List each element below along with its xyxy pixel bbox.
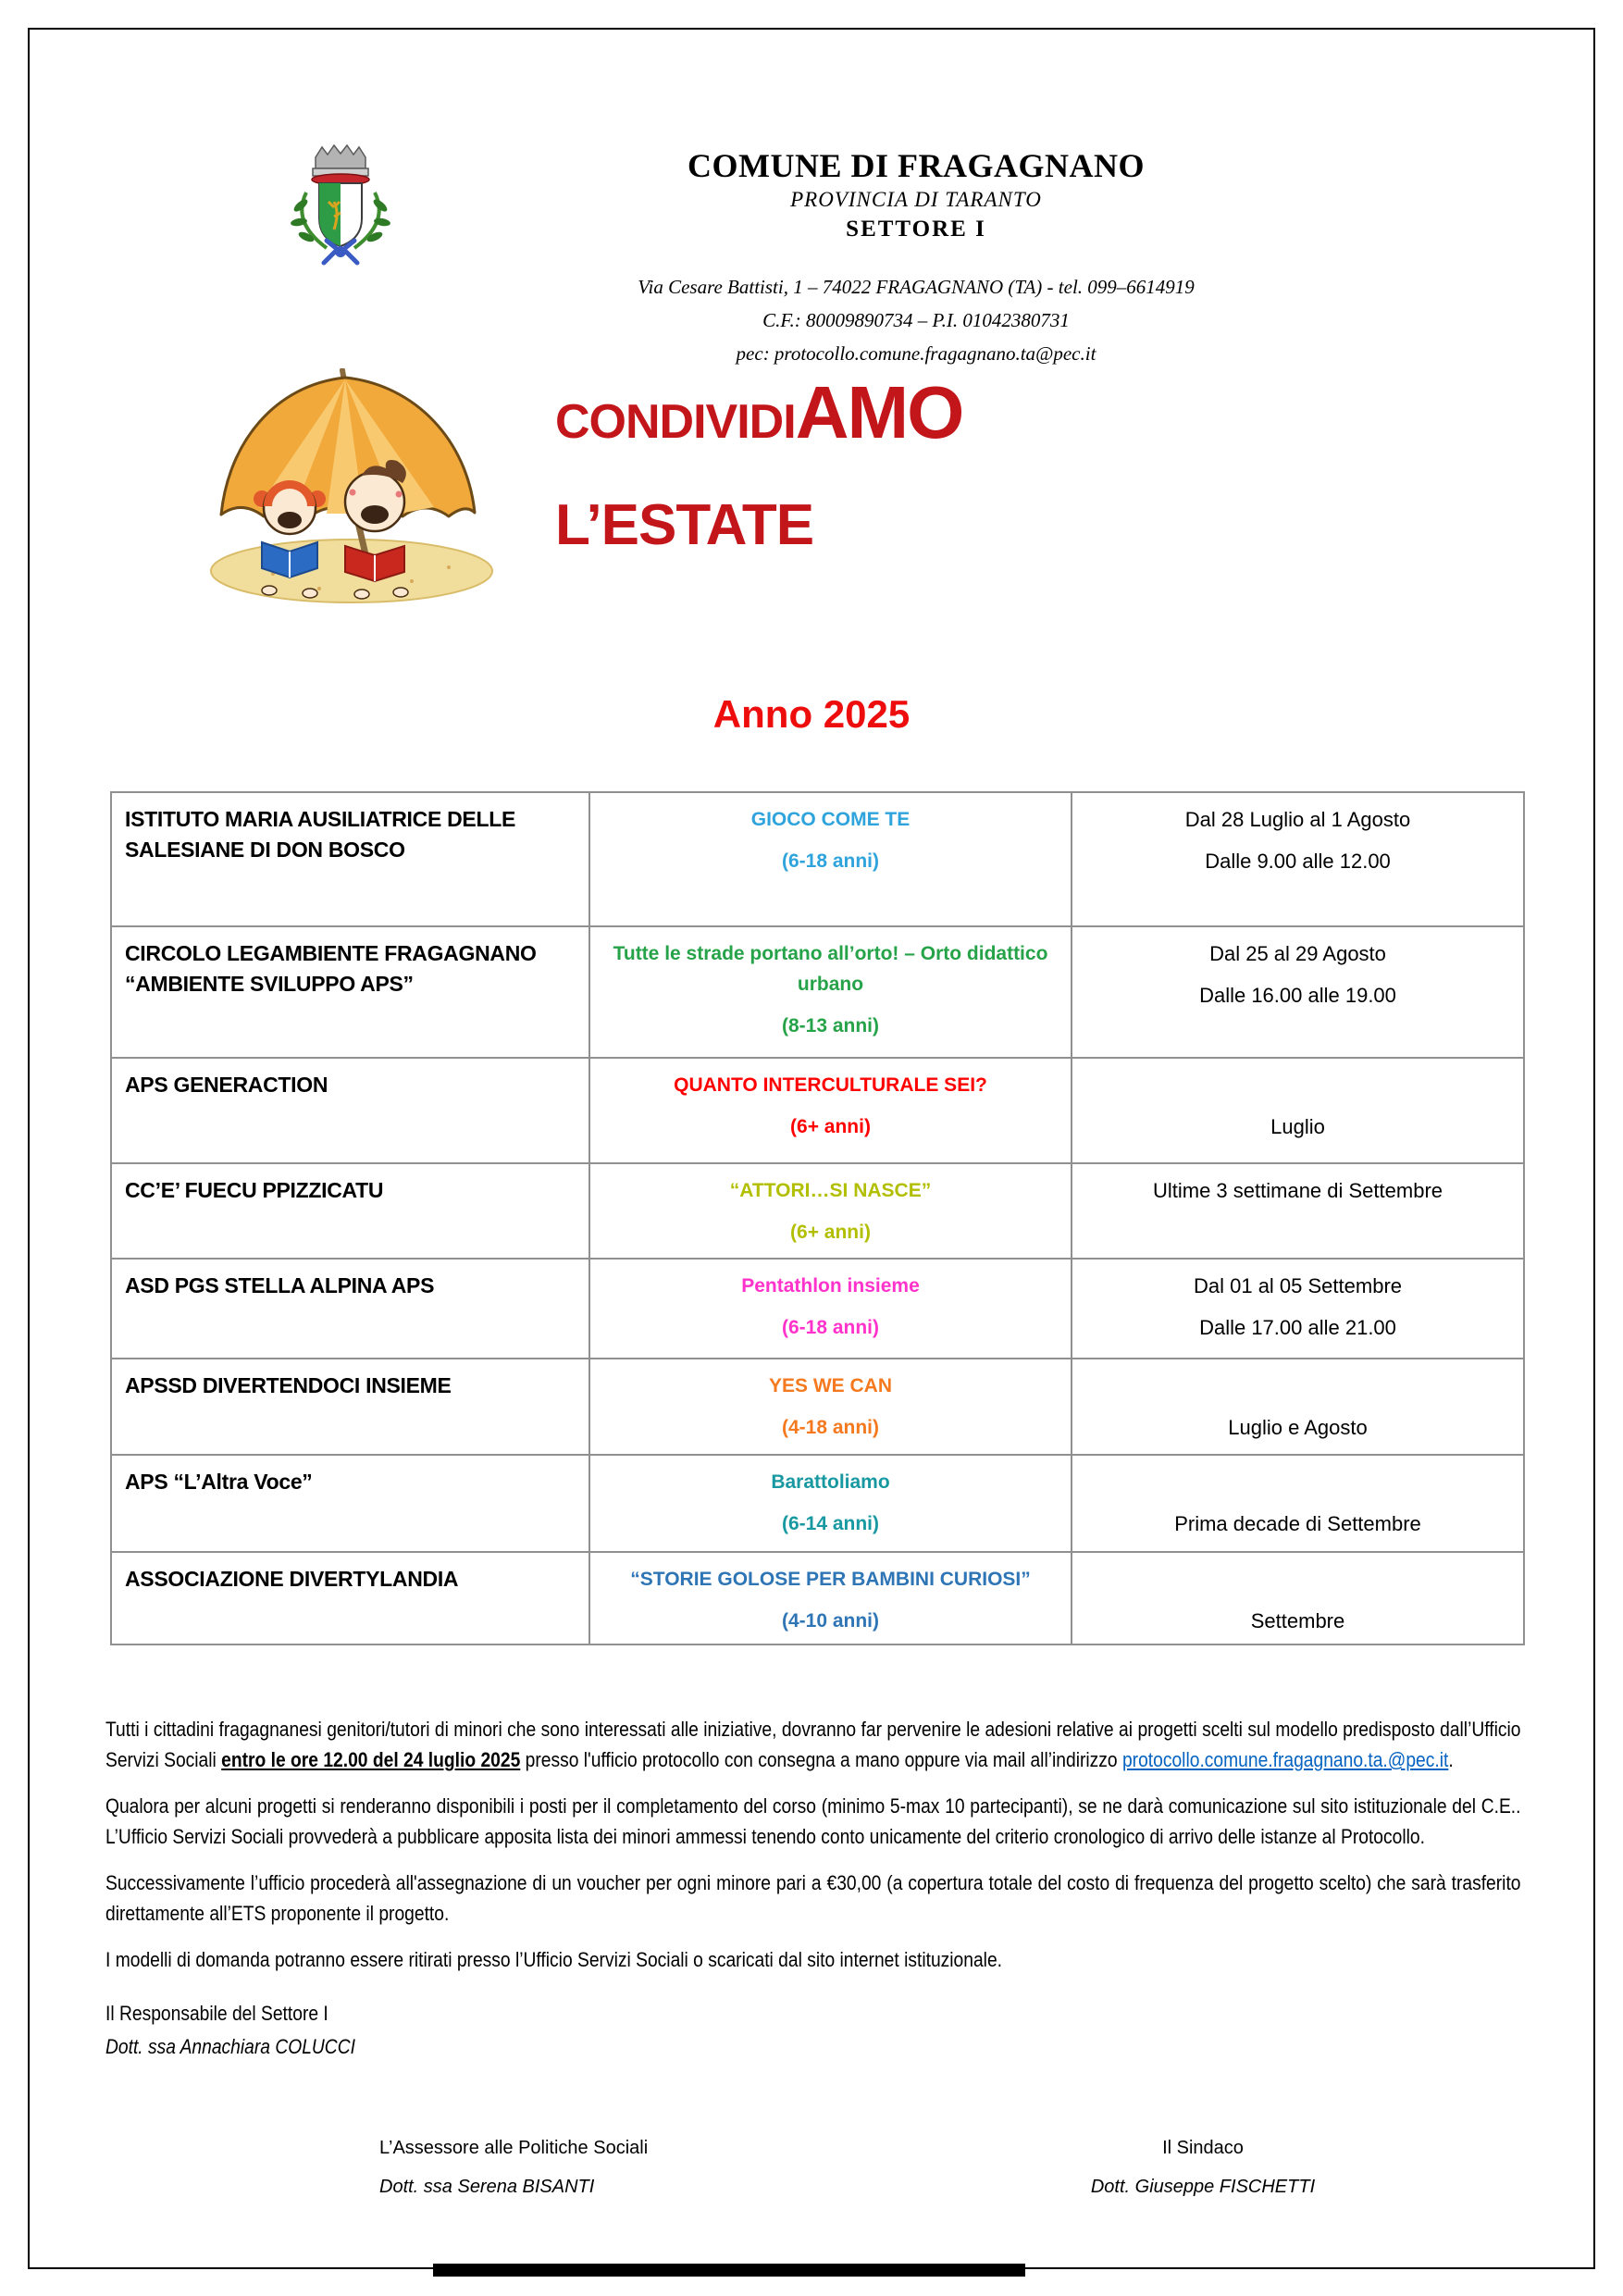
sector-name: SETTORE I	[846, 217, 986, 242]
paragraph-deadline	[105, 1714, 1521, 1775]
period-dates: Dal 25 al 29 Agosto	[1209, 942, 1386, 965]
province-name: PROVINCIA DI TARANTO	[790, 188, 1042, 211]
period-dates	[1082, 1070, 1514, 1100]
period-hours: Dalle 9.00 alle 12.00	[1205, 850, 1391, 873]
activity-ages: (6-18 anni)	[781, 1317, 880, 1338]
address-block	[398, 270, 1434, 370]
period-dates: Dal 28 Luglio al 1 Agosto	[1184, 808, 1411, 831]
activity-ages: (6+ anni)	[790, 1116, 871, 1137]
paragraph-deadline-text2: presso l'ufficio protocollo con consegna a mano oppure via mail all’indirizzo	[520, 1748, 1122, 1771]
organization-cell: ASSOCIAZIONE DIVERTYLANDIA	[111, 1552, 589, 1644]
letterhead	[398, 146, 1434, 370]
program-title	[555, 370, 962, 558]
activity-name: “STORIE GOLOSE PER BAMBINI CURIOSI”	[630, 1569, 1031, 1590]
signature-sindaco	[1064, 2128, 1342, 2206]
organization-cell: APSSD DIVERTENDOCI INSIEME	[111, 1359, 589, 1455]
organization-cell: APS “L’Altra Voce”	[111, 1455, 589, 1552]
period-dates	[1082, 1467, 1514, 1497]
project-row	[111, 1359, 1524, 1455]
organization-cell: CC’E’ FUECU PPIZZICATU	[111, 1163, 589, 1259]
activity-ages: (6-18 anni)	[781, 850, 880, 872]
program-title-line1	[555, 370, 962, 455]
period-cell	[1072, 792, 1524, 926]
organization-cell: CIRCOLO LEGAMBIENTE FRAGAGNANO “AMBIENTE SVILUPPO APS”	[111, 926, 589, 1058]
paragraph-forms: I modelli di domanda potranno essere ritirati presso l’Ufficio Servizi Sociali o scaricati dal sito internet istituzionale.	[105, 1948, 1003, 1971]
project-row	[111, 1163, 1524, 1259]
project-row	[111, 1455, 1524, 1552]
projects-table	[110, 791, 1525, 1645]
activity-name: YES WE CAN	[768, 1375, 892, 1396]
period-cell	[1072, 1552, 1524, 1644]
year-title: Anno 2025	[712, 692, 911, 736]
period-dates: Ultime 3 settimane di Settembre	[1152, 1179, 1443, 1202]
period-hours: Settembre	[1250, 1609, 1345, 1632]
period-hours: Dalle 16.00 alle 19.00	[1199, 984, 1396, 1007]
activity-cell	[589, 792, 1072, 926]
activity-ages: (8-13 anni)	[781, 1015, 880, 1036]
project-row	[111, 1259, 1524, 1359]
activity-cell	[589, 1058, 1072, 1163]
deadline-emphasis: entro le ore 12.00 del 24 luglio 2025	[221, 1748, 521, 1771]
activity-name: GIOCO COME TE	[750, 809, 911, 830]
project-row	[111, 926, 1524, 1058]
activity-ages: (4-18 anni)	[781, 1417, 880, 1438]
municipality-name: COMUNE DI FRAGAGNANO	[688, 147, 1145, 184]
period-cell	[1072, 1359, 1524, 1455]
period-cell	[1072, 1259, 1524, 1359]
signature-sindaco-role: Il Sindaco	[1162, 2138, 1244, 2158]
activity-name: QUANTO INTERCULTURALE SEI?	[674, 1074, 987, 1096]
responsible-name: Dott. ssa Annachiara COLUCCI	[105, 2035, 355, 2058]
period-cell	[1072, 1455, 1524, 1552]
beach-umbrella-icon	[221, 370, 475, 566]
organization-cell: ASD PGS STELLA ALPINA APS	[111, 1259, 589, 1359]
period-cell	[1072, 1058, 1524, 1163]
period-dates	[1082, 1564, 1514, 1595]
activity-ages: (4-10 anni)	[781, 1610, 880, 1632]
summer-logo-illustration	[180, 368, 515, 607]
activity-name: Tutte le strade portano all’orto! – Orto didattico urbano	[613, 943, 1048, 995]
organization-cell: ISTITUTO MARIA AUSILIATRICE DELLE SALESIANE DI DON BOSCO	[111, 792, 589, 926]
project-row	[111, 792, 1524, 926]
activity-name: Barattoliamo	[771, 1471, 890, 1493]
address-line: Via Cesare Battisti, 1 – 74022 FRAGAGNANO (TA) - tel. 099–6614919	[638, 276, 1195, 298]
activity-cell	[589, 926, 1072, 1058]
paragraph-availability: Qualora per alcuni progetti si renderanno disponibili i posti per il completamento del corso (minimo 5-max 10 partecipanti), se ne darà comunicazione sul sito istituzionale del C.E.. L’Ufficio Servizi Sociali provvederà a pubblicare apposita lista dei minori ammessi tenendo conto unicamente del criterio cronologico di arrivo delle istanze al Protocollo.	[105, 1794, 1521, 1848]
program-title-word-small: CONDIVIDI	[555, 395, 796, 449]
activity-name: “ATTORI…SI NASCE”	[729, 1180, 932, 1201]
signature-assessore	[379, 2128, 648, 2206]
responsible-role: Il Responsabile del Settore I	[105, 2002, 328, 2025]
activity-cell	[589, 1455, 1072, 1552]
period-hours: Prima decade di Settembre	[1174, 1512, 1421, 1535]
activity-cell	[589, 1359, 1072, 1455]
period-dates	[1082, 1371, 1514, 1401]
responsible-block	[105, 1997, 1521, 2064]
period-hours	[1082, 1217, 1514, 1247]
program-title-line2: L’ESTATE	[555, 493, 814, 557]
activity-ages: (6-14 anni)	[781, 1513, 880, 1534]
program-title-word-big: AMO	[795, 371, 963, 453]
municipal-coat-of-arms-icon	[278, 135, 403, 270]
activity-name: Pentathlon insieme	[741, 1275, 920, 1297]
period-dates: Dal 01 al 05 Settembre	[1193, 1274, 1403, 1297]
period-hours: Luglio e Agosto	[1228, 1416, 1368, 1439]
period-cell	[1072, 1163, 1524, 1259]
signature-assessore-role: L’Assessore alle Politiche Sociali	[379, 2138, 649, 2158]
period-hours: Luglio	[1270, 1115, 1325, 1138]
organization-cell: APS GENERACTION	[111, 1058, 589, 1163]
activity-cell	[589, 1259, 1072, 1359]
signature-sindaco-name: Dott. Giuseppe FISCHETTI	[1090, 2177, 1316, 2197]
footer-bar	[433, 2264, 1025, 2277]
activity-cell	[589, 1552, 1072, 1644]
signature-assessore-name: Dott. ssa Serena BISANTI	[379, 2177, 595, 2197]
period-hours: Dalle 17.00 alle 21.00	[1199, 1316, 1396, 1339]
project-row	[111, 1552, 1524, 1644]
project-row	[111, 1058, 1524, 1163]
activity-cell	[589, 1163, 1072, 1259]
paragraph-voucher: Successivamente l’ufficio procederà all'assegnazione di un voucher per ogni minore pari a €30,00 (a copertura totale del costo di frequenza del progetto scelto) che sarà trasferito direttamente all’ETS proponente il progetto.	[105, 1871, 1521, 1925]
paragraph-deadline-text: Tutti i cittadini fragagnanesi genitori/tutori di minori che sono interessati alle iniziative, dovranno far pervenire le adesioni relative ai progetti scelti sul modello predisposto dall’Ufficio Servizi Sociali	[105, 1718, 1521, 1771]
fiscal-code-line: C.F.: 80009890734 – P.I. 01042380731	[762, 309, 1070, 331]
period-cell	[1072, 926, 1524, 1058]
activity-ages: (6+ anni)	[790, 1222, 871, 1243]
pec-line: pec: protocollo.comune.fragagnano.ta@pec.it	[736, 342, 1096, 365]
pec-link[interactable]: protocollo.comune.fragagnano.ta.@pec.it	[1121, 1748, 1449, 1771]
paragraph-deadline-end: .	[1448, 1748, 1454, 1771]
body-text	[105, 1714, 1521, 2064]
